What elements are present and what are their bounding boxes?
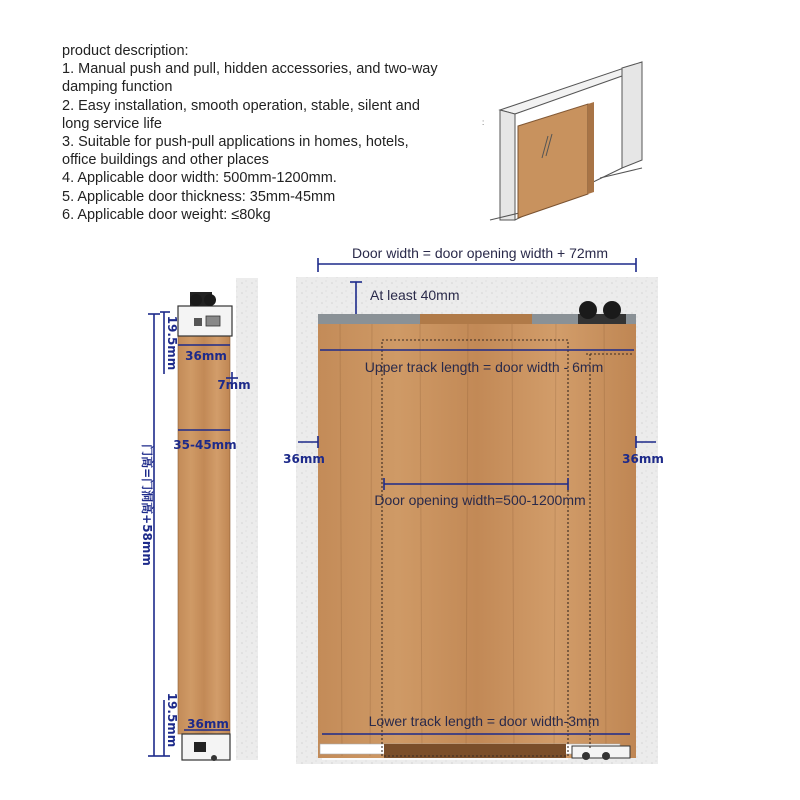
description-line-7: 4. Applicable door width: 500mm-1200mm. — [62, 170, 337, 187]
side-wall — [236, 278, 258, 760]
lower-track-label: Lower track length = door width-3mm — [368, 713, 600, 729]
side-top-track — [178, 306, 232, 336]
description-line-4: long service life — [62, 115, 162, 132]
description-heading: product description: — [62, 43, 189, 59]
at-least-label: At least 40mm — [370, 287, 460, 303]
upper-track-label: Upper track length = door width - 6mm — [364, 359, 604, 375]
side-gap-label: 7mm — [217, 378, 251, 392]
side-thickness-label: 35-45mm — [173, 438, 237, 452]
description-line-1: 1. Manual push and pull, hidden accessories, and two-way — [62, 61, 438, 78]
right-gap-label: 36mm — [622, 452, 664, 466]
side-top-width-label: 36mm — [185, 349, 227, 363]
side-top-offset-label: 19.5mm — [165, 315, 179, 371]
side-bottom-offset-label: 19.5mm — [165, 692, 179, 748]
description-line-2: damping function — [62, 79, 173, 96]
description-line-6: office buildings and other places — [62, 152, 269, 169]
description-line-9: 6. Applicable door weight: ≤80kg — [62, 206, 271, 223]
front-door-panel — [318, 318, 636, 758]
side-height-formula-label: 门高=门洞高+58mm — [140, 444, 154, 566]
front-bottom-guide — [572, 746, 630, 760]
left-gap-label: 36mm — [283, 452, 325, 466]
side-view — [140, 278, 258, 761]
front-view — [283, 245, 664, 764]
svg-text::: : — [482, 118, 485, 127]
side-bottom-width-label: 36mm — [187, 717, 229, 731]
opening-width-label: Door opening width=500-1200mm — [374, 492, 586, 508]
description-line-8: 5. Applicable door thickness: 35mm-45mm — [62, 188, 336, 205]
description-line-3: 2. Easy installation, smooth operation, stable, silent and — [62, 97, 420, 114]
side-door-panel — [178, 334, 230, 734]
description-line-5: 3. Suitable for push-pull applications in homes, hotels, — [62, 134, 409, 151]
door-width-formula-label: Door width = door opening width + 72mm — [351, 245, 609, 261]
